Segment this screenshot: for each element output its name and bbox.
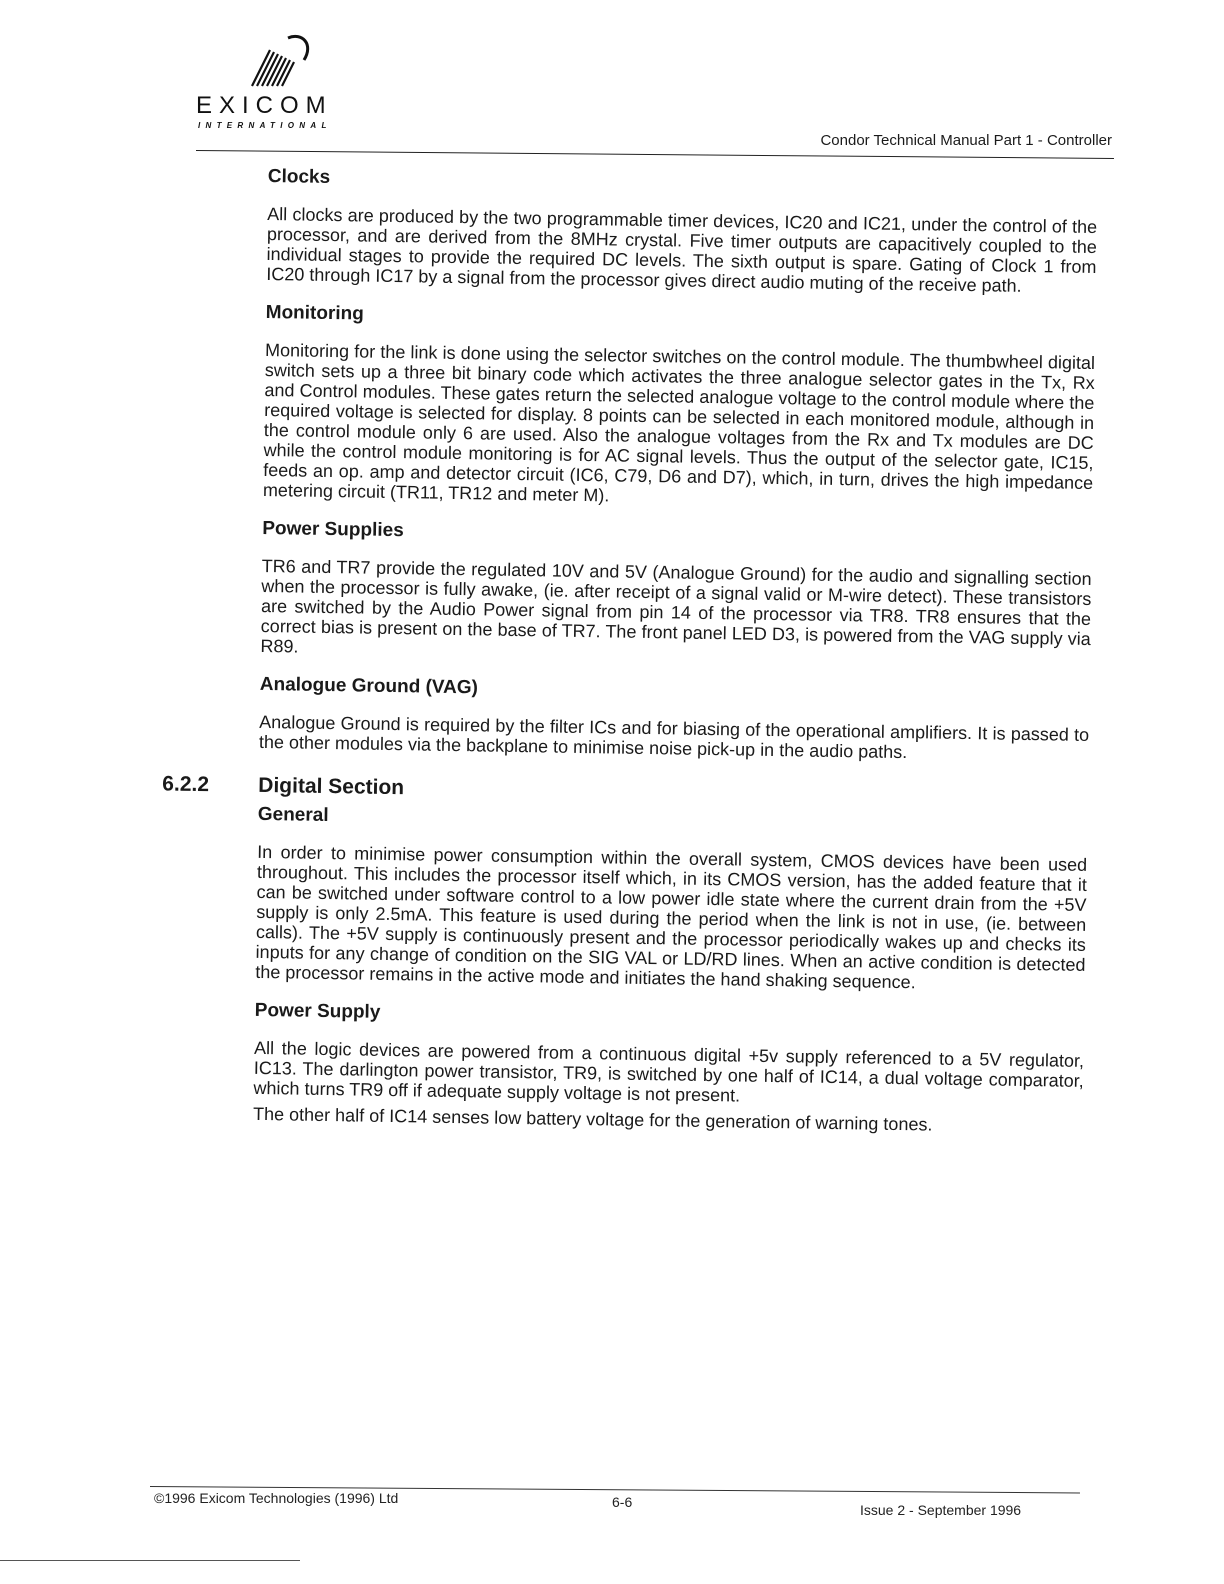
power-supply-heading: Power Supply [254, 999, 381, 1023]
footer-issue: Issue 2 - September 1996 [860, 1502, 1022, 1518]
document-title: Condor Technical Manual Part 1 - Controller [820, 132, 1112, 149]
header-divider [196, 150, 1114, 159]
section-number: 6.2.2 [162, 772, 210, 797]
power-supply-paragraph-2: The other half of IC14 senses low battery voltage for the generation of warning tones. [252, 1103, 933, 1135]
power-supplies-heading: Power Supplies [262, 517, 404, 542]
body-content [162, 166, 1098, 1155]
bottom-scan-line [0, 1560, 300, 1561]
section-title-text: Digital Section [258, 773, 405, 800]
power-supply-paragraph: All the logic devices are powered from a continuous digital +5v supply referenced to a 5V regulator, IC13. The darlington power transistor, TR9, is switched by one half of IC14, a dual voltage comparator, which turns TR9 off if adequate supply voltage is not present. [253, 1037, 1085, 1106]
logo-wordmark: EXICOM [196, 92, 333, 119]
exicom-logo-icon [244, 30, 314, 90]
monitoring-heading: Monitoring [265, 301, 364, 325]
footer-copyright: ©1996 Exicom Technologies (1996) Ltd [154, 1490, 399, 1506]
clocks-paragraph: All clocks are produced by the two programmable timer devices, IC20 and IC21, under the control of the processor, and are derived from the 8MHz crystal. Five timer outputs are capacitively coupled to the individual stages to provide the required DC levels. The sixth output is spare. Gating of Clock 1 from IC20 through IC17 by a signal from the processor gives direct audio muting of the receive path. [266, 203, 1098, 296]
general-paragraph: In order to minimise power consumption within the overall system, CMOS devices have been used throughout. This includes the processor itself which, in its CMOS version, has the added feature that it can be switched under software control to a low power idle state where the current drain from the +5V supply is only 2.5mA. This feature is used during the period when the link is not in use, (ie. between calls). The +5V supply is continuously present and the processor periodically wakes up and checks its inputs for any change of condition on the SIG VAL or LD/RD lines. When an active condition is detected the processor remains in the active mode and initiates the hand shaking sequence. [255, 841, 1088, 993]
logo-subtitle: INTERNATIONAL [198, 121, 332, 130]
footer-page-number: 6-6 [612, 1494, 633, 1510]
general-heading: General [257, 803, 329, 827]
monitoring-paragraph: Monitoring for the link is done using the selector switches on the control module. The thumbwheel digital switch sets up a three bit binary code which activates the three analogue selector gates in the Tx, Rx and Control modules. These gates return the selected analogue voltage to the control module where the required voltage is selected for display. 8 points can be selected in each monitored module, although in the control module only 6 are used. Also the analogue voltages from the Rx and Tx modules are DC while the control module monitoring is for AC signal levels. Thus the output of the selector gate, IC15, feeds an op. amp and detector circuit (IC6, C79, D6 and D7), which, in turn, drives the high impedance metering circuit (TR11, TR12 and meter M). [262, 339, 1096, 506]
clocks-heading: Clocks [267, 166, 331, 188]
analogue-ground-heading: Analogue Ground (VAG) [259, 673, 479, 699]
power-supplies-paragraph: TR6 and TR7 provide the regulated 10V and 5V (Analogue Ground) for the audio and signalling section when the processor is fully awake, (ie. after receipt of a signal valid or M-wire detect). These transistors are switched by the Audio Power signal from pin 14 of the processor via TR8. TR8 ensures that the correct bias is present on the base of TR7. The front panel LED D3, is powered from the VAG supply via R89. [260, 555, 1092, 657]
analogue-ground-paragraph: Analogue Ground is required by the filter ICs and for biasing of the operational amplifiers. It is passed to the other modules via the backplane to minimise noise pick-up in the audio paths. [258, 711, 1090, 763]
